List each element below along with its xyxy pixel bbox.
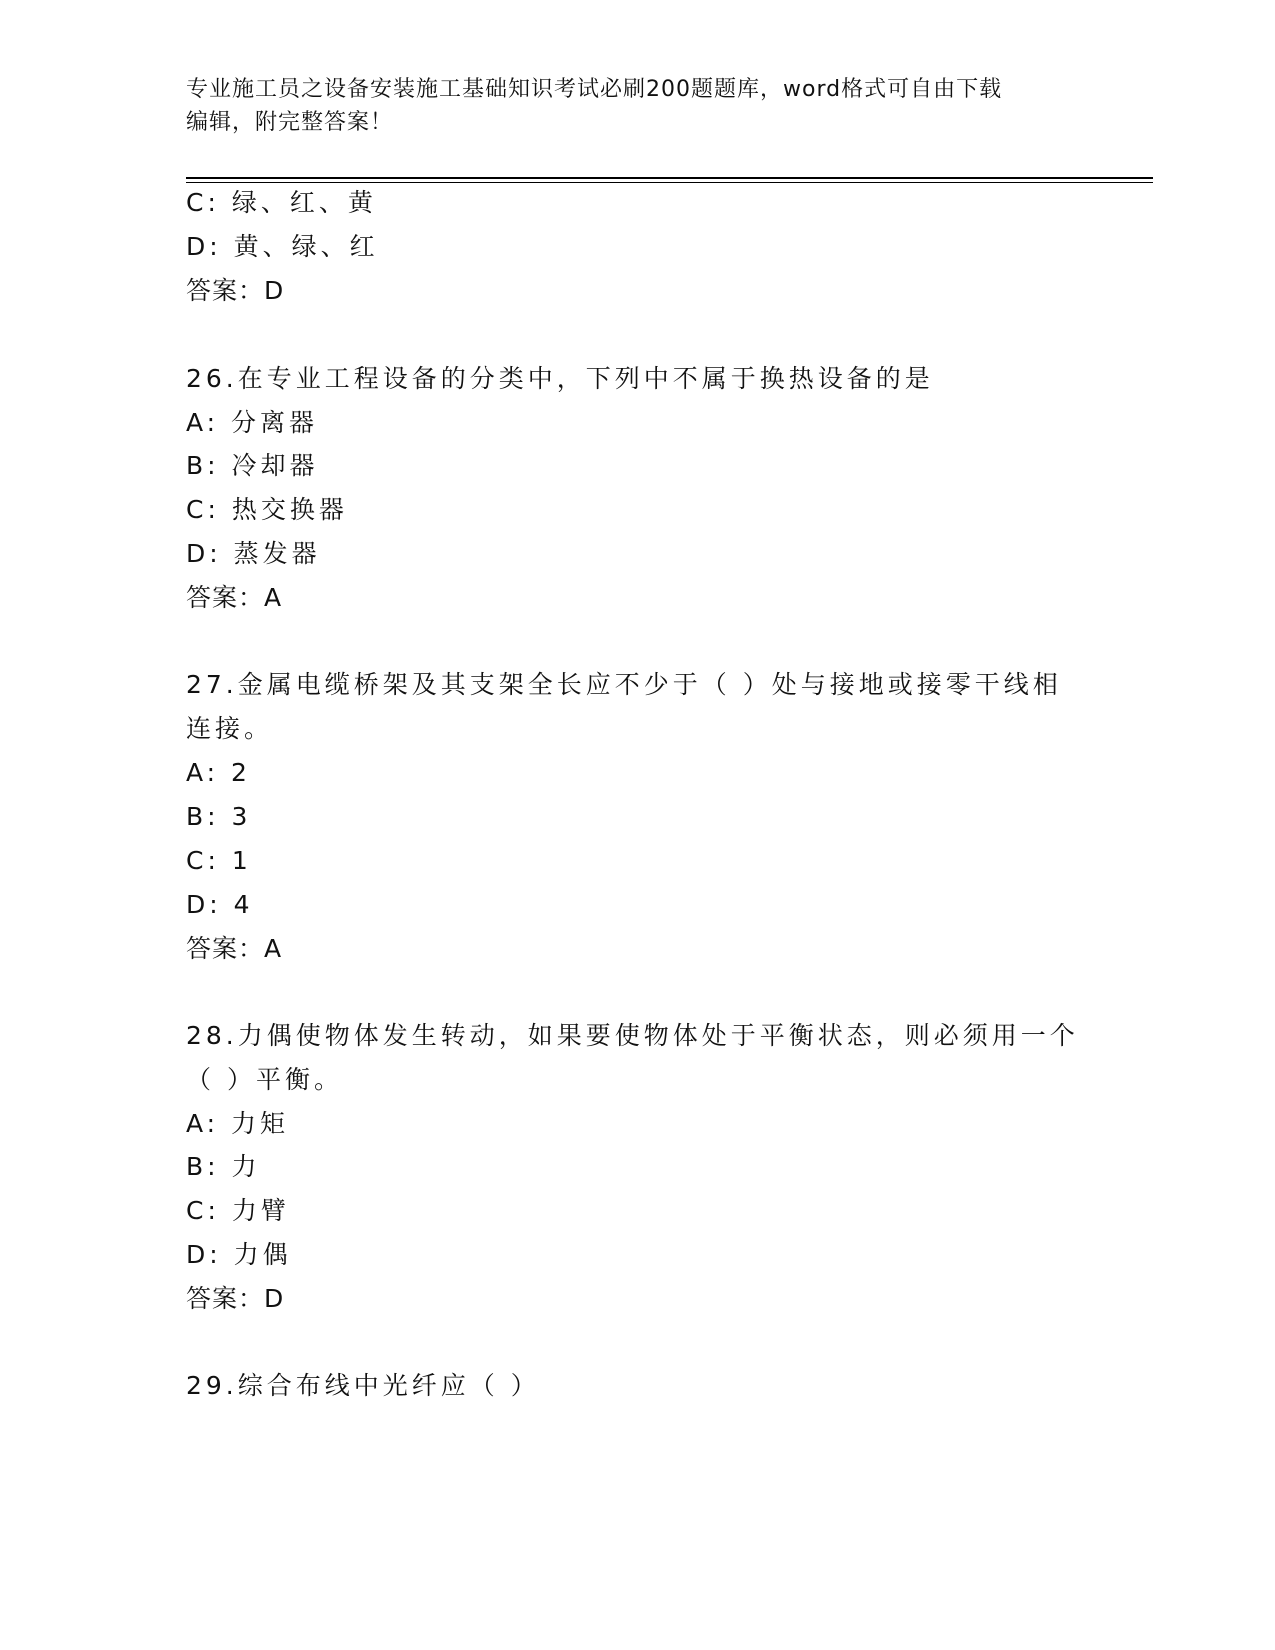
header-divider-thick (186, 177, 1153, 179)
q28-stem-line2: （ ）平衡。 (186, 1065, 343, 1094)
q27-option-c: C: 1 (186, 846, 252, 875)
q25-answer: 答案：D (186, 276, 285, 305)
document-header (186, 73, 1076, 139)
q27-option-b: B: 3 (186, 802, 252, 831)
q29-stem: 29.综合布线中光纤应（ ） (186, 1371, 540, 1400)
q26-stem: 26.在专业工程设备的分类中，下列中不属于换热设备的是 (186, 364, 934, 393)
q28-option-a: A: 力矩 (186, 1109, 290, 1138)
q27-option-a: A: 2 (186, 758, 251, 787)
header-title-line1: 专业施工员之设备安装施工基础知识考试必刷200题题库，word格式可自由下载 (186, 77, 1003, 102)
q27-option-d: D: 4 (186, 890, 254, 919)
q26-option-a: A: 分离器 (186, 408, 319, 437)
q26-option-d: D: 蒸发器 (186, 539, 321, 568)
q27-answer: 答案：A (186, 934, 283, 963)
q28-stem-line1: 28.力偶使物体发生转动，如果要使物体处于平衡状态，则必须用一个 (186, 1021, 1079, 1050)
q26-option-c: C: 热交换器 (186, 495, 348, 524)
q27-stem-line2: 连接。 (186, 714, 274, 743)
q28-answer: 答案：D (186, 1284, 285, 1313)
header-title-line2: 编辑，附完整答案！ (186, 110, 394, 135)
header-divider-thin (186, 182, 1153, 183)
q26-option-b: B: 冷却器 (186, 451, 319, 480)
q28-option-d: D: 力偶 (186, 1240, 292, 1269)
q25-option-d: D: 黄、绿、红 (186, 232, 379, 261)
q25-option-c: C: 绿、红、黄 (186, 188, 377, 217)
q26-answer: 答案：A (186, 583, 283, 612)
q28-option-b: B: 力 (186, 1152, 261, 1181)
q27-stem-line1: 27.金属电缆桥架及其支架全长应不少于（ ）处与接地或接零干线相 (186, 670, 1062, 699)
q28-option-c: C: 力臂 (186, 1196, 290, 1225)
